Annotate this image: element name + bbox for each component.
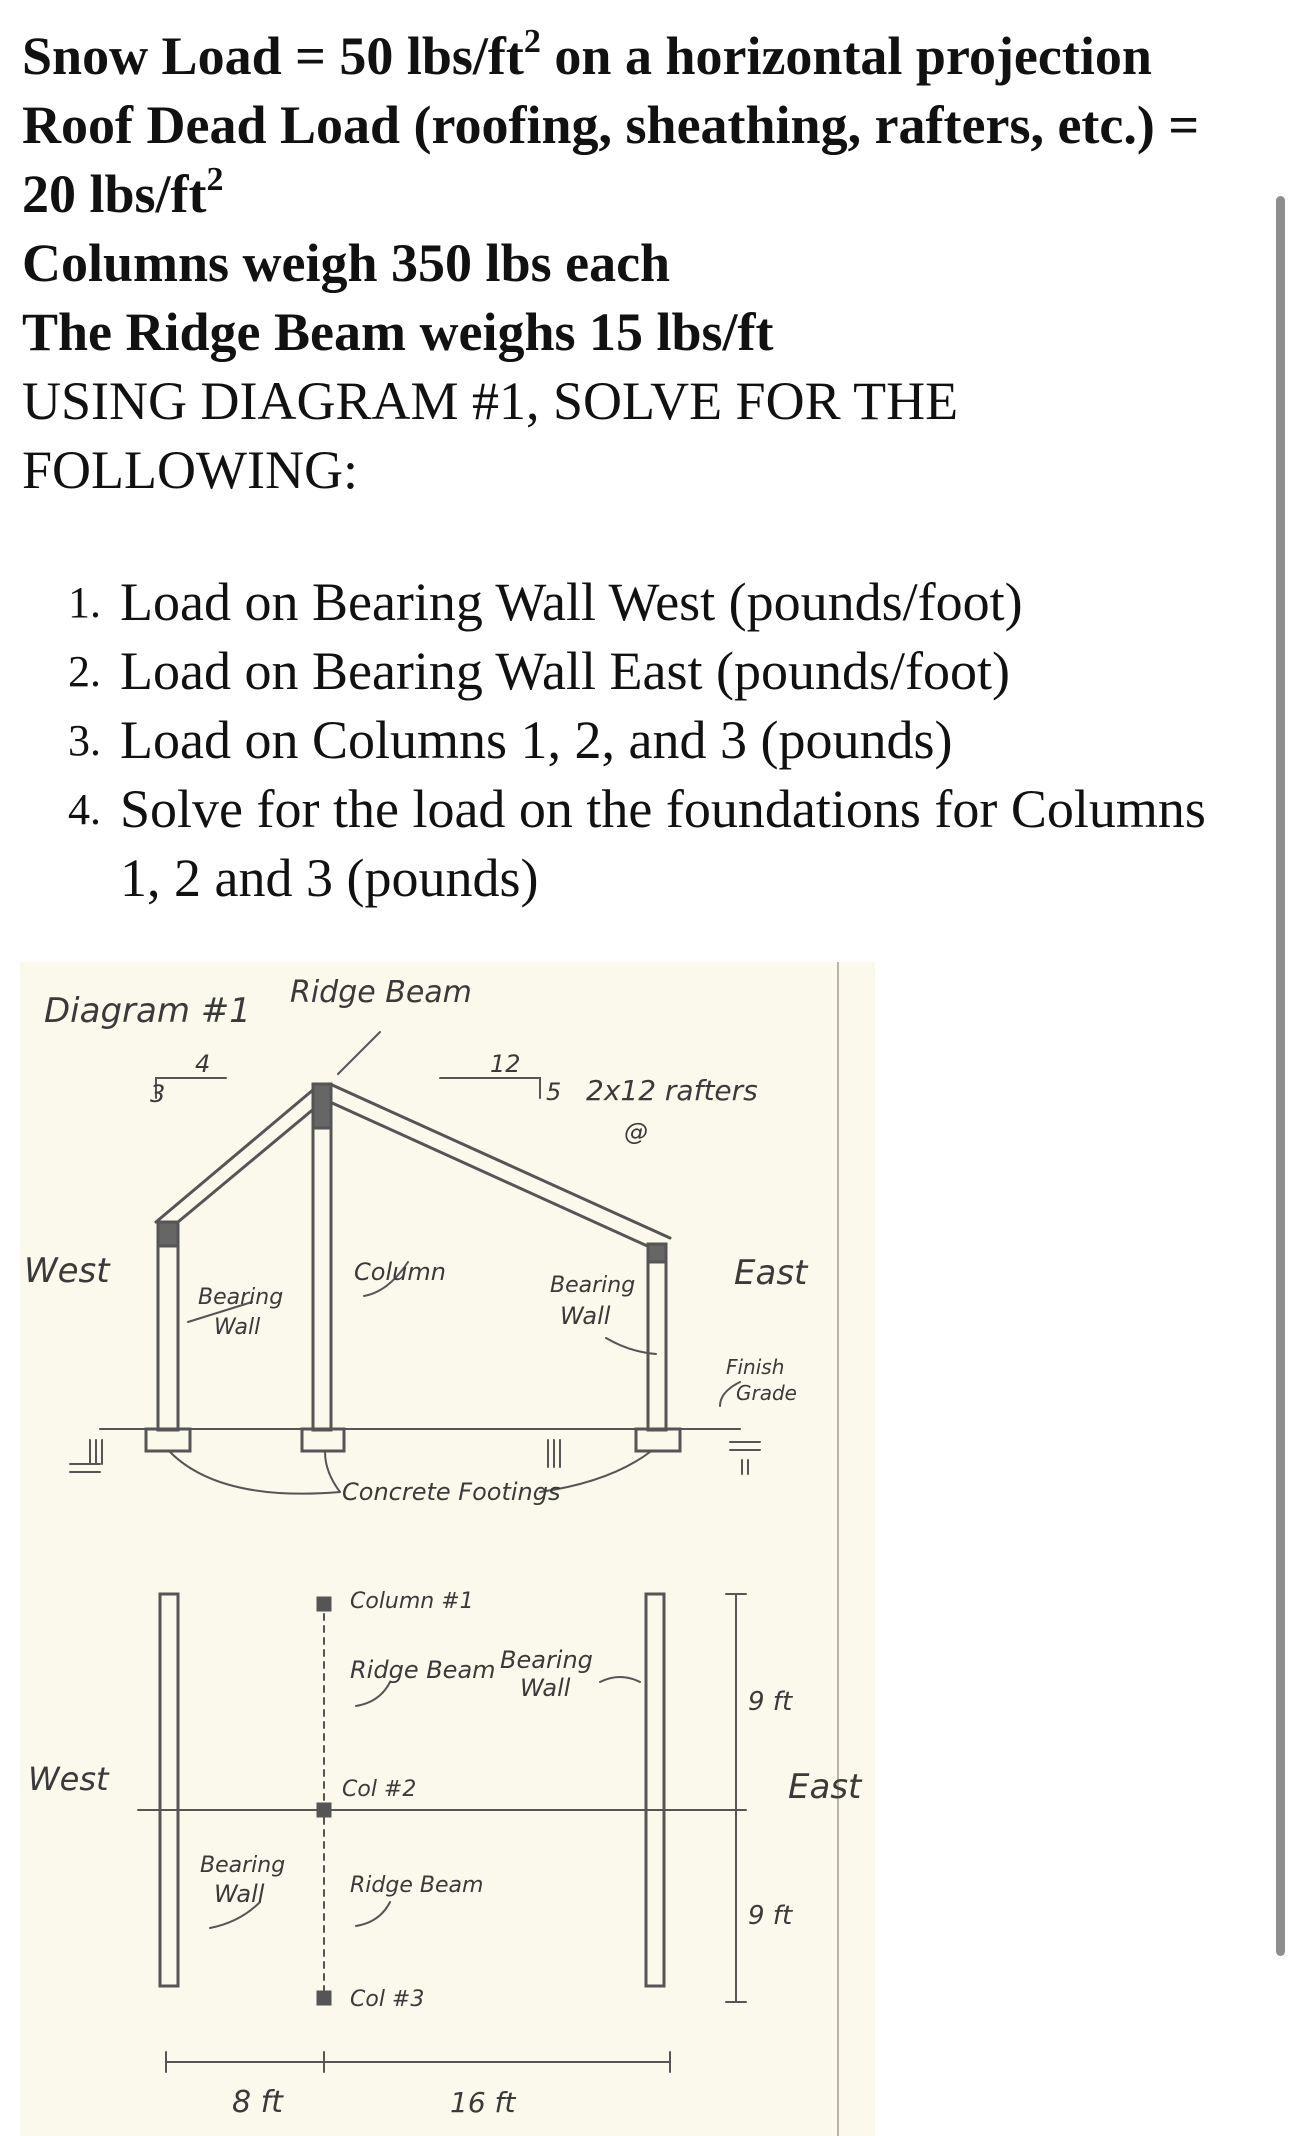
question-item: 2. Load on Bearing Wall East (pounds/foot) [68,641,1010,701]
diagram-image [20,962,1270,2136]
question-list [68,568,1288,913]
question-item: 1. Load on Bearing Wall West (pounds/foot) [68,572,1023,632]
instruction-line-1: USING DIAGRAM #1, SOLVE FOR THE [22,371,959,431]
west-bearing-wall-label-2: Wall [214,1315,261,1340]
dimension-16ft: 16 ft [450,2086,516,2119]
slope-right-run: 12 [490,1050,521,1078]
plan-east-label: East [788,1767,862,1807]
dimension-9ft-bottom: 9 ft [748,1901,793,1931]
west-label: West [24,1251,110,1291]
rafters-label: 2x12 rafters [586,1074,758,1107]
plan-column-1-label: Column #1 [350,1589,474,1614]
plan-col-2-label: Col #2 [342,1777,417,1802]
dimension-9ft-top: 9 ft [748,1687,793,1717]
plan-west-label: West [28,1760,109,1798]
plan-column-2 [318,1804,330,1816]
east-label: East [734,1253,808,1293]
ridge-beam-section [313,1084,331,1128]
ridge-beam-label: Ridge Beam [290,975,472,1010]
dead-load-line-1: Roof Dead Load (roofing, sheathing, rafters, etc.) = [22,95,1200,155]
plan-east-wall-label-2: Wall [520,1674,571,1702]
columns-weight-line: Columns weigh 350 lbs each [22,233,671,293]
slope-left-run: 4 [195,1050,211,1078]
plan-ridge-beam-label-2: Ridge Beam [350,1873,484,1898]
plan-column-1 [318,1598,330,1610]
rafters-at-symbol: @ [624,1118,648,1146]
plan-column-3 [318,1992,330,2004]
west-bearing-wall-label-1: Bearing [198,1285,284,1310]
slope-left-rise: 3 [150,1080,166,1108]
plan-ridge-beam-label-1: Ridge Beam [350,1656,496,1684]
east-bearing-wall-label-2: Wall [560,1302,611,1330]
plan-col-3-label: Col #3 [350,1987,425,2012]
question-item: 3. Load on Columns 1, 2, and 3 (pounds) [68,710,953,770]
east-bearing-wall-label-1: Bearing [550,1273,636,1298]
question-item: 4. Solve for the load on the foundations for Columns 1, 2 and 3 (pounds) [68,779,1206,908]
snow-load-line: Snow Load = 50 lbs/$ft^2$ on a horizontal projection [22,23,1152,86]
plan-west-wall-label-2: Wall [214,1880,265,1908]
dead-load-line-2: 20 lbs/$ft^2$ [22,161,224,224]
concrete-footings-label: Concrete Footings [342,1478,561,1506]
slope-right-rise: 5 [546,1078,562,1106]
ridge-beam-weight-line: The Ridge Beam weighs 15 lbs/ft [22,302,774,362]
vertical-scrollbar[interactable] [1276,196,1285,1956]
instruction-line-2: FOLLOWING: [22,440,358,500]
dimension-8ft: 8 ft [232,2085,283,2120]
diagram-title: Diagram #1 [44,991,251,1031]
finish-grade-label-1: Finish [726,1355,785,1379]
finish-grade-label-2: Grade [736,1381,797,1405]
problem-statement [22,22,1272,505]
plan-east-wall-label-1: Bearing [500,1646,593,1674]
plan-west-wall-label-1: Bearing [200,1853,286,1878]
column-label: Column [354,1258,446,1286]
